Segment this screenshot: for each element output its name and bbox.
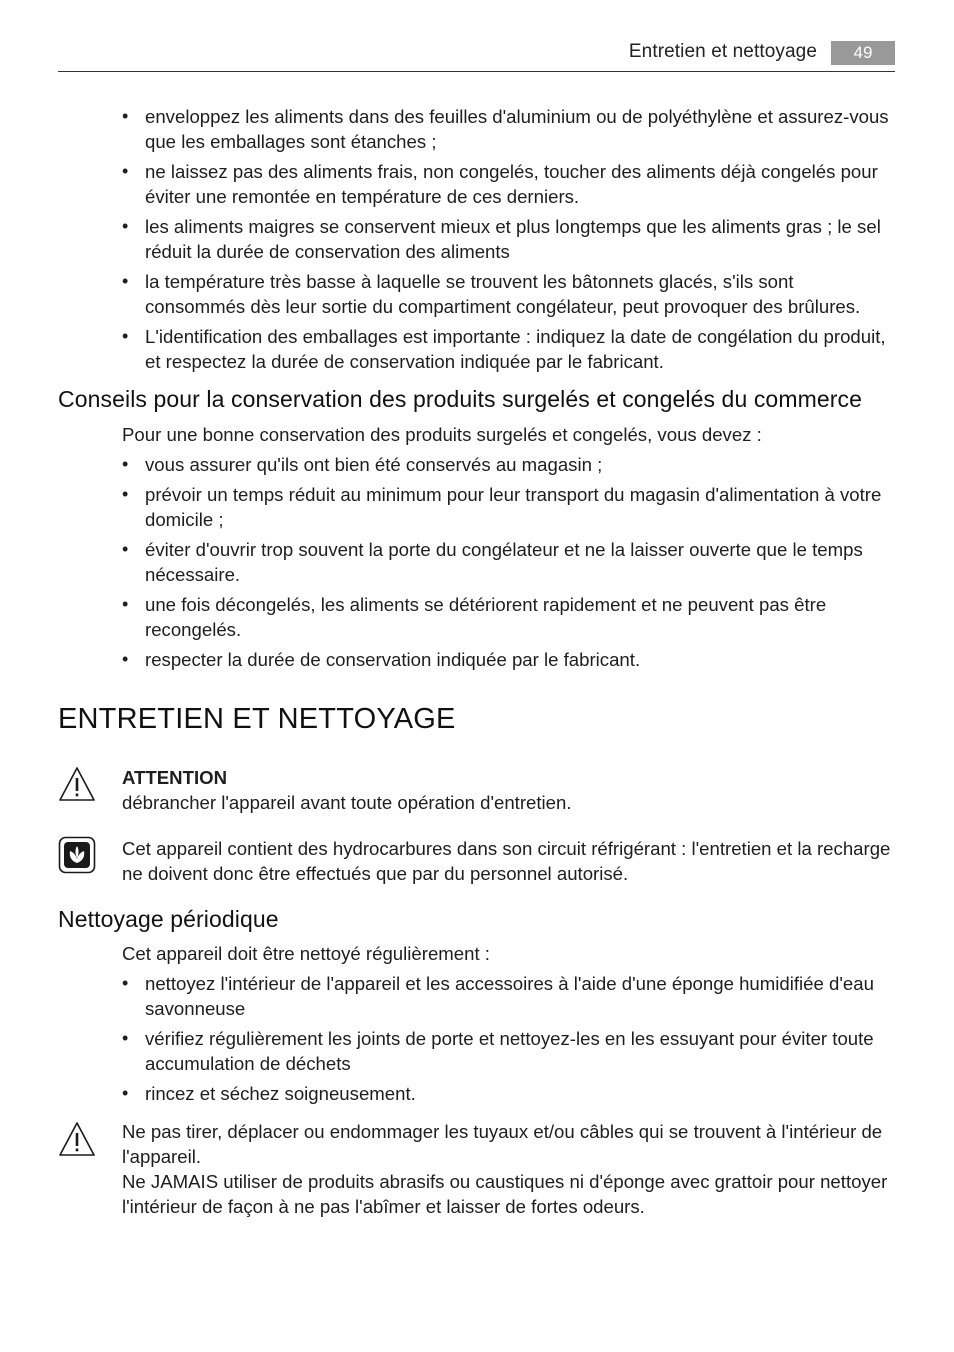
commercial-frozen-list — [122, 452, 896, 677]
attention-label: ATTENTION — [122, 767, 228, 788]
list-item: • éviter d'ouvrir trop souvent la porte du congélateur et ne la laisser ouverte que le temps nécessaire. — [122, 537, 896, 587]
list-item: • vous assurer qu'ils ont bien été conservés au magasin ; — [122, 452, 896, 477]
page-header — [58, 38, 895, 72]
section-heading-commercial-frozen: Conseils pour la conservation des produits surgelés et congelés du commerce — [58, 386, 862, 412]
list-item: • vérifiez régulièrement les joints de porte et nettoyez-les en les essuyant pour éviter toute accumulation de déchets — [122, 1026, 896, 1076]
environment-note: Cet appareil contient des hydrocarbures dans son circuit réfrigérant : l'entretien et la recharge ne doivent donc être effectués que par du personnel autorisé. — [122, 838, 891, 884]
list-item: • enveloppez les aliments dans des feuilles d'aluminium ou de polyéthylène et assurez-vous que les emballages sont étanches ; — [122, 104, 896, 154]
page-number: 49 — [831, 41, 895, 65]
storage-tips-list — [122, 104, 896, 379]
warning-triangle-icon — [58, 1121, 96, 1157]
attention-text: débrancher l'appareil avant toute opération d'entretien. — [122, 792, 572, 813]
list-item: • une fois décongelés, les aliments se détériorent rapidement et ne peuvent pas être recongelés. — [122, 592, 896, 642]
chapter-title: ENTRETIEN ET NETTOYAGE — [58, 703, 456, 735]
abrasives-warning-text: Ne JAMAIS utiliser de produits abrasifs ou caustiques ni d'éponge avec grattoir pour nettoyer l'intérieur de façon à ne pas l'abîmer et laisser de fortes odeurs. — [122, 1171, 888, 1217]
list-item: • prévoir un temps réduit au minimum pour leur transport du magasin d'alimentation à votre domicile ; — [122, 482, 896, 532]
header-title: Entretien et nettoyage — [628, 41, 817, 62]
warning-triangle-icon — [58, 766, 96, 802]
list-item: • la température très basse à laquelle se trouvent les bâtonnets glacés, s'ils sont consommés dès leur sortie du compartiment congélateur, peut provoquer des brûlures. — [122, 269, 896, 319]
list-item: • respecter la durée de conservation indiquée par le fabricant. — [122, 647, 896, 672]
list-item: • rincez et séchez soigneusement. — [122, 1081, 896, 1106]
list-item: • L'identification des emballages est importante : indiquez la date de congélation du produit, et respectez la durée de conservation indiquée par le fabricant. — [122, 324, 896, 374]
environment-info-icon — [58, 836, 96, 872]
cleaning-steps-list — [122, 971, 896, 1111]
section-heading-periodic-cleaning: Nettoyage périodique — [58, 906, 279, 932]
hoses-warning-text: Ne pas tirer, déplacer ou endommager les tuyaux et/ou câbles qui se trouvent à l'intérieur de l'appareil. — [122, 1121, 883, 1167]
list-item: • nettoyez l'intérieur de l'appareil et les accessoires à l'aide d'une éponge humidifiée d'eau savonneuse — [122, 971, 896, 1021]
list-item: • les aliments maigres se conservent mieux et plus longtemps que les aliments gras ; le sel réduit la durée de conservation des aliments — [122, 214, 896, 264]
list-item: • ne laissez pas des aliments frais, non congelés, toucher des aliments déjà congelés pour éviter une remontée en température de ces derniers. — [122, 159, 896, 209]
section-intro: Cet appareil doit être nettoyé régulièrement : — [122, 943, 490, 964]
section-intro: Pour une bonne conservation des produits surgelés et congelés, vous devez : — [122, 424, 762, 445]
